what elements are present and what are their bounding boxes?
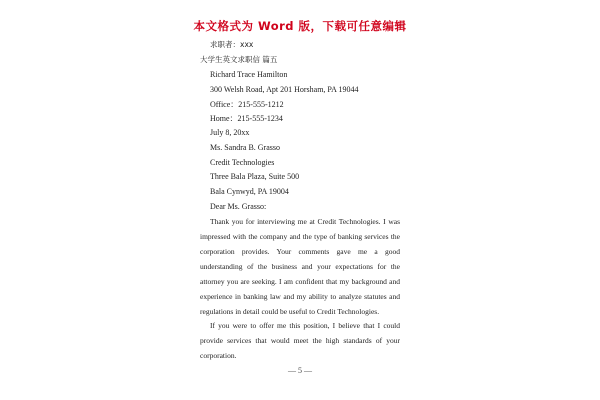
salutation: Dear Ms. Grasso:	[210, 202, 267, 211]
body-paragraph-1: Thank you for interviewing me at Credit Technologies. I was impressed with the company and the type of banking services the corporation provides. Your comments gave me a good understanding of the business and your expectations for the attorney you are seeking. I am confident that my background and experience in banking law and my ability to analyze statutes and regulations in detail could be useful to Credit Technologies.	[200, 217, 400, 316]
recipient-street: Three Bala Plaza, Suite 500	[210, 172, 300, 181]
recipient-company: Credit Technologies	[210, 158, 275, 167]
body-paragraph-2: If you were to offer me this position, I believe that I could provide services that would meet the high standards of your corporation.	[200, 321, 400, 360]
recipient-city: Bala Cynwyd, PA 19004	[210, 187, 289, 196]
sender-address: 300 Welsh Road, Apt 201 Horsham, PA 19044	[210, 85, 359, 94]
document-title: 大学生英文求职信 篇五	[200, 55, 278, 64]
applicant-line: 求职者：xxx	[210, 40, 254, 49]
page-number: — 5 —	[288, 366, 312, 375]
format-banner: 本文格式为 Word 版，下载可任意编辑	[193, 19, 407, 33]
letter-date: July 8, 20xx	[210, 128, 250, 137]
sender-name: Richard Trace Hamilton	[210, 70, 288, 79]
sender-office-phone: Office：215-555-1212	[210, 100, 284, 109]
recipient-name: Ms. Sandra B. Grasso	[210, 143, 280, 152]
sender-home-phone: Home：215-555-1234	[210, 114, 283, 123]
